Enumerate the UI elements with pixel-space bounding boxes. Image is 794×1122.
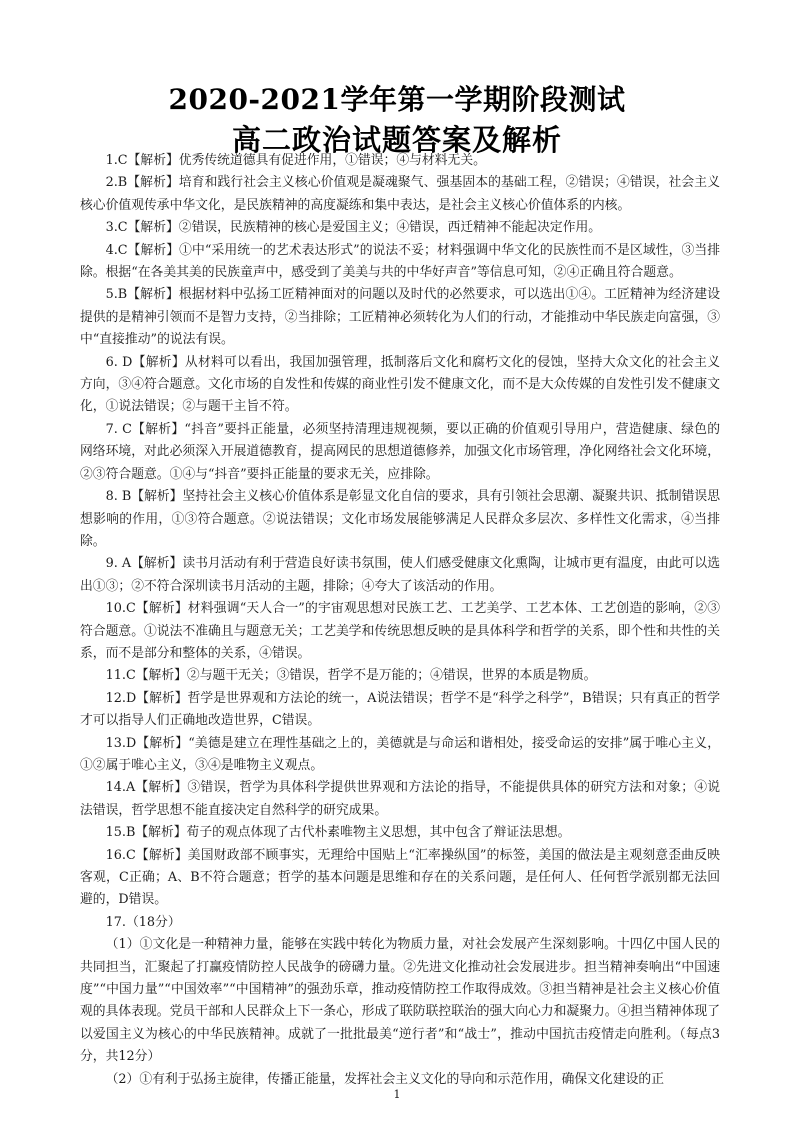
answer-body <box>80 150 720 1091</box>
answer-item: 8. B【解析】坚持社会主义核心价值体系是彰显文化自信的要求，具有引领社会思潮、凝聚共识、抵制错误思想影响的作用，①③符合题意。②说法错误；文化市场发展能够满足人民群众多层次、多样性文化需求，④当排除。 <box>80 489 720 549</box>
answer-item: 14.A【解析】③错误，哲学为具体科学提供世界观和方法论的指导，不能提供具体的研究方法和对象；④说法错误，哲学思想不能直接决定自然科学的研究成果。 <box>80 780 720 818</box>
answer-item: 6. D【解析】从材料可以看出，我国加强管理，抵制落后文化和腐朽文化的侵蚀，坚持大众文化的社会主义方向，③④符合题意。文化市场的自发性和传媒的商业性引发不健康文化，而不是大众传媒的自发性引发不健康文化，①说法错误；②与题干主旨不符。 <box>80 354 720 415</box>
page-number: 1 <box>393 1088 401 1101</box>
answer-item: 15.B【解析】荀子的观点体现了古代朴素唯物主义思想，其中包含了辩证法思想。 <box>105 825 571 841</box>
answer-item: 2.B【解析】培育和践行社会主义核心价值观是凝魂聚气、强基固本的基础工程，②错误；④错误，社会主义核心价值观传承中华文化，是民族精神的高度凝练和集中表达，是社会主义核心价值体系的内核。 <box>80 175 720 213</box>
answer-item: （2）①有利于弘扬主旋律，传播正能量，发挥社会主义文化的导向和示范作用，确保文化建设的正 <box>105 1071 665 1087</box>
answer-item: 3.C【解析】②错误，民族精神的核心是爱国主义；④错误，西迁精神不能起决定作用。 <box>105 220 602 236</box>
answer-item: 5.B【解析】根据材料中弘扬工匠精神面对的问题以及时代的必然要求，可以选出①④。工匠精神为经济建设提供的是精神引领而不是智力支持，②当排除；工匠精神必须转化为人们的行动，才能推动中华民族走向富强，③中“直接推动”的说法有误。 <box>80 287 720 348</box>
document-title-line1: 2020-2021学年第一学期阶段测试 <box>168 83 626 116</box>
answer-item: （1）①文化是一种精神力量，能够在实践中转化为物质力量，对社会发展产生深刻影响。十四亿中国人民的共同担当，汇聚起了打赢疫情防控人民战争的磅礴力量。②先进文化推动社会发展进步。担当精神奏响出“中国速度”“中国力量”“中国效率”“中国精神”的强劲乐章，推动疫情防控工作取得成效。③担当精神是社会主义核心价值观的具体表现。党员干部和人民群众上下一条心，形成了联防联控联治的强大向心力和凝聚力。④担当精神体现了以爱国主义为核心的中华民族精神。成就了一批批最美“逆行者”和“战士”，推动中国抗击疫情走向胜利。（每点3分，共12分） <box>80 937 720 1065</box>
question-heading: 17.（18分） <box>105 914 181 930</box>
answer-item: 13.D【解析】“美德是建立在理性基础之上的，美德就是与命运和谐相处，接受命运的安排”属于唯心主义，①②属于唯心主义，③④是唯物主义观点。 <box>80 735 720 773</box>
answer-item: 9. A【解析】读书月活动有利于营造良好读书氛围，使人们感受健康文化熏陶，让城市更有温度，由此可以选出①③；②不符合深圳读书月活动的主题，排除；④夸大了该活动的作用。 <box>80 556 720 594</box>
document-title-line2: 高二政治试题答案及解析 <box>231 123 562 157</box>
answer-item: 7. C【解析】“抖音”要抖正能量，必须坚持清理违规视频，要以正确的价值观引导用户，营造健康、绿色的网络环境，对此必须深入开展道德教育，提高网民的思想道德修养，加强文化市场管理，净化网络社会文化环境，②③符合题意。①④与“抖音”要抖正能量的要求无关，应排除。 <box>80 421 720 482</box>
answer-item: 12.D【解析】哲学是世界观和方法论的统一，A说法错误；哲学不是“科学之科学”，B错误；只有真正的哲学才可以指导人们正确地改造世界，C错误。 <box>80 690 720 729</box>
answer-item: 4.C【解析】①中“采用统一的艺术表达形式”的说法不妥；材料强调中华文化的民族性而不是区域性，③当排除。根据“在各美其美的民族童声中，感受到了美美与共的中华好声音”等信息可知，②④正确且符合题意。 <box>80 242 720 281</box>
answer-item: 10.C【解析】材料强调“天人合一”的宇宙观思想对民族工艺、工艺美学、工艺本体、工艺创造的影响，②③符合题意。①说法不准确且与题意无关；工艺美学和传统思想反映的是具体科学和哲学的关系，即个性和共性的关系，而不是部分和整体的关系，④错误。 <box>80 601 720 661</box>
answer-item: 1.C【解析】优秀传统道德具有促进作用，①错误；④与材料无关。 <box>105 153 486 168</box>
answer-item: 11.C【解析】②与题干无关；③错误，哲学不是万能的；④错误，世界的本质是物质。 <box>105 668 597 684</box>
answer-item: 16.C【解析】美国财政部不顾事实，无理给中国贴上“汇率操纵国”的标签，美国的做法是主观刻意歪曲反映客观，C正确；A、B不符合题意；哲学的基本问题是思维和存在的关系问题，是任何人、任何哲学派别都无法回避的，D错误。 <box>80 847 720 908</box>
